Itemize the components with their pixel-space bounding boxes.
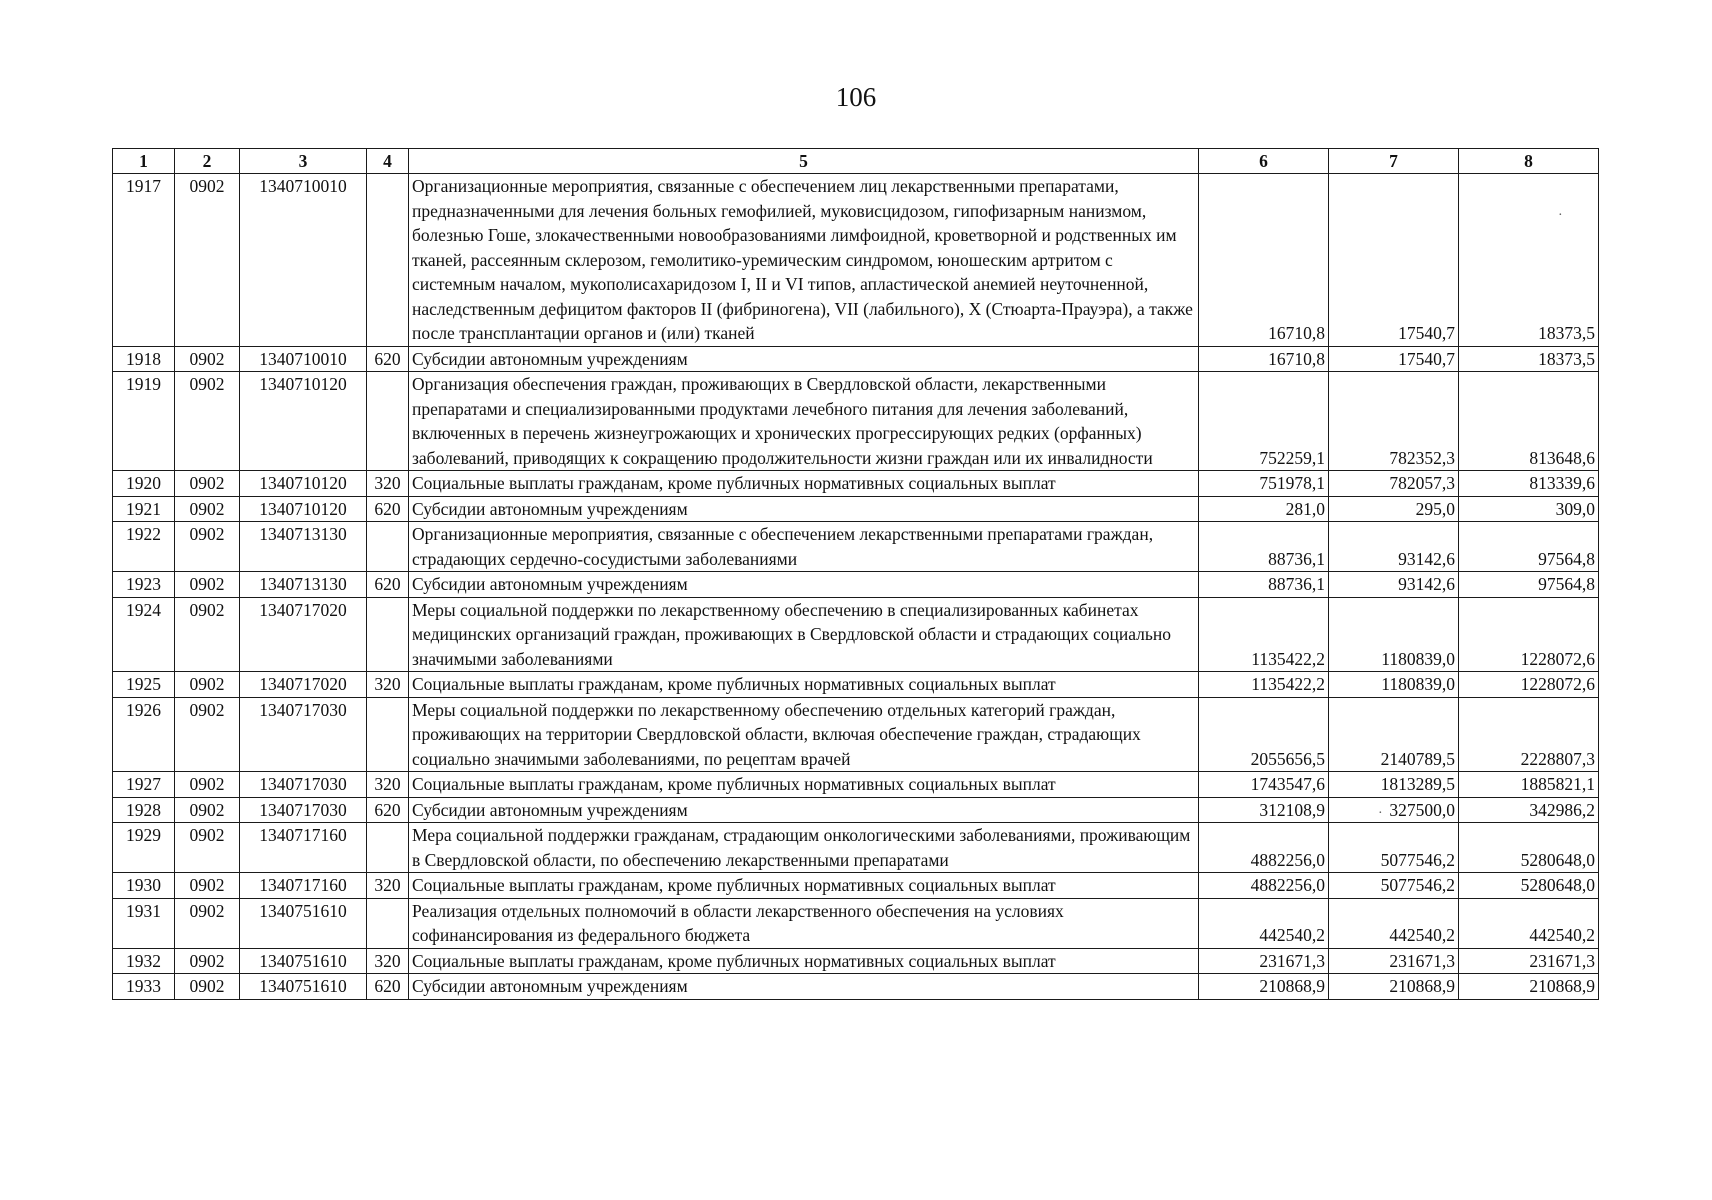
row-number: 1926 [113,697,175,772]
header-col-6: 6 [1199,149,1329,174]
amount-col-7: 295,0 [1329,496,1459,522]
header-col-5: 5 [409,149,1199,174]
amount-col-8: 2228807,3 [1459,697,1599,772]
expense-type: 620 [367,496,409,522]
amount-col-6: 231671,3 [1199,948,1329,974]
amount-col-7: 17540,7 [1329,346,1459,372]
target-code: 1340713130 [240,522,367,572]
amount-col-7: 782057,3 [1329,471,1459,497]
target-code: 1340751610 [240,948,367,974]
table-row [113,873,1599,899]
header-col-1: 1 [113,149,175,174]
section-code: 0902 [175,597,240,672]
expense-type [367,898,409,948]
table-row [113,496,1599,522]
target-code: 1340710010 [240,174,367,347]
row-number: 1930 [113,873,175,899]
section-code: 0902 [175,797,240,823]
row-number: 1928 [113,797,175,823]
expense-type: 320 [367,471,409,497]
target-code: 1340717160 [240,823,367,873]
expense-type: 320 [367,772,409,798]
table-row [113,898,1599,948]
row-number: 1923 [113,572,175,598]
row-number: 1924 [113,597,175,672]
amount-col-8: 1885821,1 [1459,772,1599,798]
section-code: 0902 [175,672,240,698]
table-row [113,797,1599,823]
table-row [113,522,1599,572]
section-code: 0902 [175,346,240,372]
amount-col-8: 309,0 [1459,496,1599,522]
item-name: Реализация отдельных полномочий в области лекарственного обеспечения на условиях софинансирования из федерального бюджета [409,898,1199,948]
budget-table [112,148,1599,1000]
header-row [113,149,1599,174]
table-row [113,697,1599,772]
amount-col-6: 281,0 [1199,496,1329,522]
section-code: 0902 [175,174,240,347]
amount-col-8: 5280648,0 [1459,823,1599,873]
table-row [113,597,1599,672]
amount-col-8: 97564,8 [1459,522,1599,572]
amount-col-7: 2140789,5 [1329,697,1459,772]
row-number: 1929 [113,823,175,873]
target-code: 1340717020 [240,672,367,698]
section-code: 0902 [175,772,240,798]
table-row [113,823,1599,873]
target-code: 1340751610 [240,974,367,1000]
target-code: 1340713130 [240,572,367,598]
amount-col-8: 813339,6 [1459,471,1599,497]
amount-col-7: 210868,9 [1329,974,1459,1000]
header-col-8: 8 [1459,149,1599,174]
table-row [113,974,1599,1000]
amount-col-8: 342986,2 [1459,797,1599,823]
header-col-3: 3 [240,149,367,174]
item-name: Меры социальной поддержки по лекарственному обеспечению в специализированных кабинетах медицинских организаций граждан, проживающих в Свердловской области и страдающих социально значимыми заболеваниями [409,597,1199,672]
target-code: 1340751610 [240,898,367,948]
target-code: 1340717030 [240,772,367,798]
section-code: 0902 [175,873,240,899]
amount-col-7: 93142,6 [1329,522,1459,572]
amount-col-8: 210868,9 [1459,974,1599,1000]
section-code: 0902 [175,496,240,522]
section-code: 0902 [175,948,240,974]
table-body [113,174,1599,1000]
section-code: 0902 [175,697,240,772]
item-name: Субсидии автономным учреждениям [409,496,1199,522]
amount-col-7: 5077546,2 [1329,873,1459,899]
amount-col-6: 16710,8 [1199,174,1329,347]
row-number: 1917 [113,174,175,347]
table-row [113,346,1599,372]
table-row [113,471,1599,497]
target-code: 1340717020 [240,597,367,672]
item-name: Социальные выплаты гражданам, кроме публичных нормативных социальных выплат [409,873,1199,899]
header-col-2: 2 [175,149,240,174]
amount-col-6: 4882256,0 [1199,823,1329,873]
section-code: 0902 [175,898,240,948]
amount-col-6: 752259,1 [1199,372,1329,471]
amount-col-8: 97564,8 [1459,572,1599,598]
amount-col-6: 1743547,6 [1199,772,1329,798]
section-code: 0902 [175,974,240,1000]
amount-col-8: 18373,5 [1459,174,1599,347]
scan-speck: · [1378,806,1383,821]
target-code: 1340710120 [240,471,367,497]
expense-type: 320 [367,873,409,899]
amount-col-6: 88736,1 [1199,572,1329,598]
expense-type [367,522,409,572]
item-name: Субсидии автономным учреждениям [409,572,1199,598]
expense-type: 620 [367,797,409,823]
row-number: 1918 [113,346,175,372]
amount-col-8: 231671,3 [1459,948,1599,974]
amount-col-6: 210868,9 [1199,974,1329,1000]
amount-col-6: 16710,8 [1199,346,1329,372]
header-col-4: 4 [367,149,409,174]
row-number: 1927 [113,772,175,798]
amount-col-6: 751978,1 [1199,471,1329,497]
expense-type [367,174,409,347]
row-number: 1925 [113,672,175,698]
item-name: Субсидии автономным учреждениям [409,974,1199,1000]
item-name: Социальные выплаты гражданам, кроме публичных нормативных социальных выплат [409,672,1199,698]
item-name: Меры социальной поддержки по лекарственному обеспечению отдельных категорий граждан, проживающих на территории Свердловской области, включая обеспечение граждан, страдающих социально значимыми заболеваниями, по рецептам врачей [409,697,1199,772]
section-code: 0902 [175,471,240,497]
expense-type [367,597,409,672]
item-name: Субсидии автономным учреждениям [409,797,1199,823]
expense-type: 320 [367,672,409,698]
table-row [113,572,1599,598]
amount-col-6: 1135422,2 [1199,597,1329,672]
item-name: Организация обеспечения граждан, проживающих в Свердловской области, лекарственными препаратами и специализированными продуктами лечебного питания для лечения заболеваний, включенных в перечень жизнеугрожающих и хронических прогрессирующих редких (орфанных) заболеваний, приводящих к сокращению продолжительности жизни граждан или их инвалидности [409,372,1199,471]
target-code: 1340710010 [240,346,367,372]
amount-col-7: 442540,2 [1329,898,1459,948]
table-row [113,948,1599,974]
row-number: 1922 [113,522,175,572]
table-row [113,372,1599,471]
row-number: 1921 [113,496,175,522]
target-code: 1340717030 [240,697,367,772]
expense-type [367,823,409,873]
amount-col-6: 312108,9 [1199,797,1329,823]
section-code: 0902 [175,522,240,572]
target-code: 1340717030 [240,797,367,823]
expense-type: 620 [367,346,409,372]
amount-col-7: 782352,3 [1329,372,1459,471]
expense-type: 620 [367,572,409,598]
item-name: Социальные выплаты гражданам, кроме публичных нормативных социальных выплат [409,471,1199,497]
expense-type [367,372,409,471]
item-name: Мера социальной поддержки гражданам, страдающим онкологическими заболеваниями, проживающим в Свердловской области, по обеспечению лекарственными препаратами [409,823,1199,873]
amount-col-7: 1813289,5 [1329,772,1459,798]
scan-speck: · [1558,208,1563,223]
expense-type: 320 [367,948,409,974]
amount-col-7: 1180839,0 [1329,672,1459,698]
item-name: Организационные мероприятия, связанные с обеспечением лиц лекарственными препаратами, предназначенными для лечения больных гемофилией, муковисцидозом, гипофизарным нанизмом, болезнью Гоше, злокачественными новообразованиями лимфоидной, кроветворной и родственных им тканей, рассеянным склерозом, гемолитико-уремическим синдромом, юношеским артритом с системным началом, мукополисахаридозом I, II и VI типов, апластической анемией неуточненной, наследственным дефицитом факторов II (фибриногена), VII (лабильного), X (Стюарта-Прауэра), а также после трансплантации органов и (или) тканей [409,174,1199,347]
row-number: 1932 [113,948,175,974]
target-code: 1340710120 [240,372,367,471]
amount-col-8: 1228072,6 [1459,597,1599,672]
row-number: 1933 [113,974,175,1000]
table-row [113,672,1599,698]
amount-col-8: 18373,5 [1459,346,1599,372]
table-row [113,772,1599,798]
row-number: 1920 [113,471,175,497]
row-number: 1931 [113,898,175,948]
item-name: Субсидии автономным учреждениям [409,346,1199,372]
amount-col-8: 813648,6 [1459,372,1599,471]
amount-col-7: 327500,0 [1329,797,1459,823]
row-number: 1919 [113,372,175,471]
amount-col-8: 1228072,6 [1459,672,1599,698]
item-name: Организационные мероприятия, связанные с обеспечением лекарственными препаратами граждан, страдающих сердечно-сосудистыми заболеваниями [409,522,1199,572]
amount-col-7: 1180839,0 [1329,597,1459,672]
amount-col-6: 2055656,5 [1199,697,1329,772]
amount-col-7: 93142,6 [1329,572,1459,598]
page-number: 106 [835,82,877,112]
item-name: Социальные выплаты гражданам, кроме публичных нормативных социальных выплат [409,948,1199,974]
amount-col-7: 17540,7 [1329,174,1459,347]
amount-col-6: 88736,1 [1199,522,1329,572]
table-row [113,174,1599,347]
amount-col-7: 5077546,2 [1329,823,1459,873]
amount-col-7: 231671,3 [1329,948,1459,974]
item-name: Социальные выплаты гражданам, кроме публичных нормативных социальных выплат [409,772,1199,798]
section-code: 0902 [175,372,240,471]
amount-col-6: 442540,2 [1199,898,1329,948]
header-col-7: 7 [1329,149,1459,174]
expense-type: 620 [367,974,409,1000]
amount-col-6: 4882256,0 [1199,873,1329,899]
amount-col-6: 1135422,2 [1199,672,1329,698]
amount-col-8: 442540,2 [1459,898,1599,948]
amount-col-8: 5280648,0 [1459,873,1599,899]
target-code: 1340710120 [240,496,367,522]
section-code: 0902 [175,823,240,873]
table-header [113,149,1599,174]
section-code: 0902 [175,572,240,598]
target-code: 1340717160 [240,873,367,899]
expense-type [367,697,409,772]
